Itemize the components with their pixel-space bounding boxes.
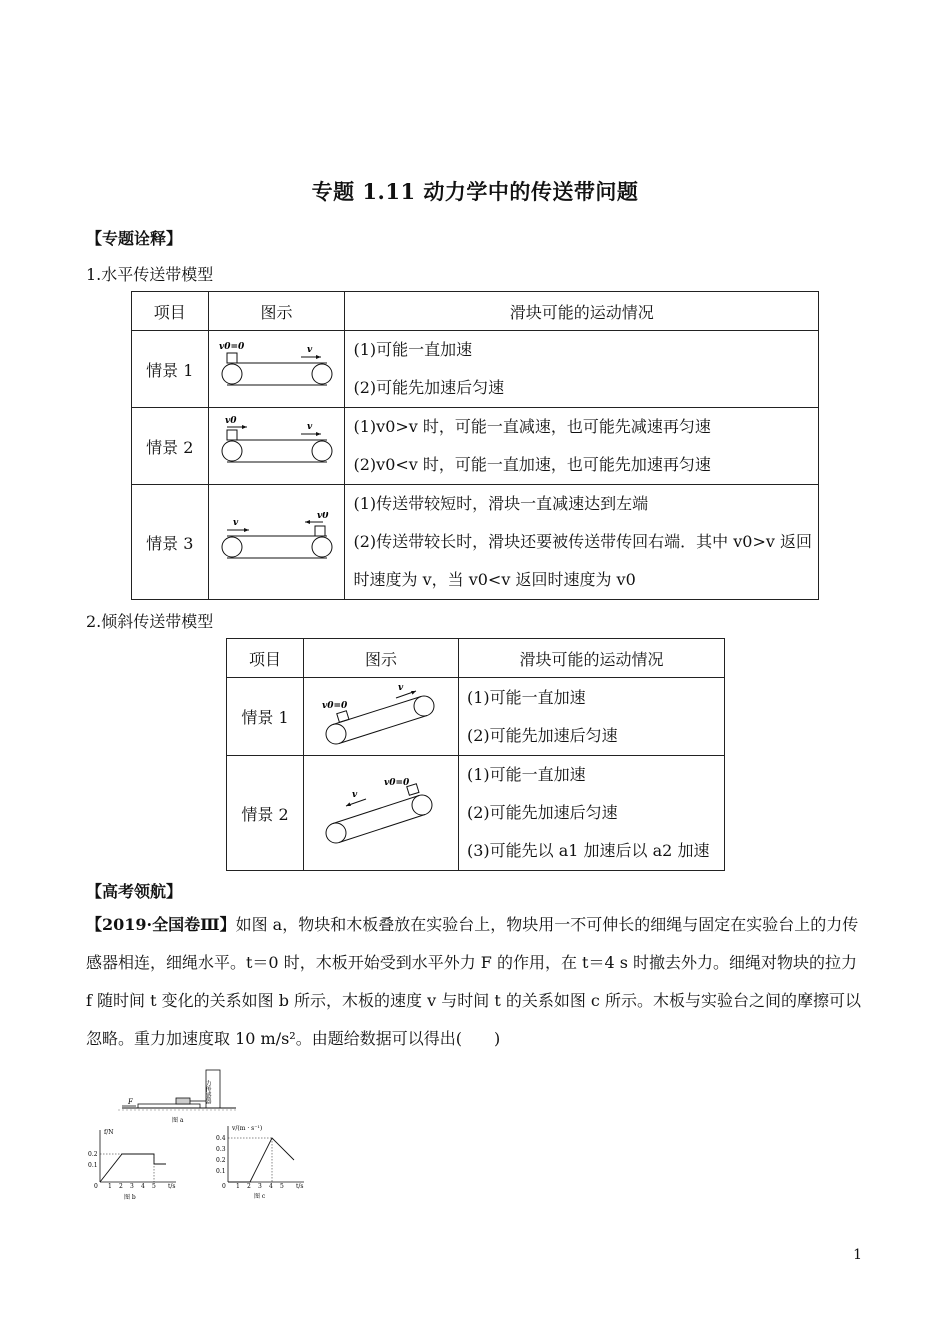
inclined-belt-diagram-1 (316, 682, 446, 748)
scene-label: 情景 2 (132, 408, 209, 485)
motion-line: (1)v0>v 时，可能一直减速，也可能先减速再匀速 (353, 417, 711, 436)
header-figure: 图示 (208, 292, 345, 331)
force-label: F (128, 1098, 133, 1106)
origin-label: 0 (94, 1183, 98, 1190)
problem-source: 【2019·全国卷Ⅲ】 (86, 915, 236, 934)
header-motion: 滑块可能的运动情况 (345, 292, 819, 331)
x-tick-label: 4 (269, 1183, 273, 1190)
figure-cell (304, 678, 459, 756)
sensor-label: 力传感器 (204, 1080, 211, 1104)
x-axis-label: t/s (296, 1183, 304, 1190)
x-tick-label: 3 (130, 1183, 134, 1190)
motion-cell (459, 756, 725, 871)
header-motion: 滑块可能的运动情况 (459, 639, 725, 678)
scene-label: 情景 1 (227, 678, 304, 756)
figure-b-force-time-graph (86, 1124, 186, 1204)
v0-label: v0 (316, 512, 329, 521)
motion-line: (2)可能先加速后匀速 (467, 803, 618, 822)
motion-cell (345, 331, 819, 408)
motion-line: (2)v0<v 时，可能一直加速，也可能先加速再匀速 (353, 455, 711, 474)
figure-cell (208, 331, 345, 408)
v0-label: v0=0 (322, 700, 348, 711)
figure-b-caption: 图 b (124, 1194, 136, 1201)
x-tick-label: 1 (236, 1183, 240, 1190)
page-title: 专题 1.11 动力学中的传送带问题 (311, 179, 639, 204)
problem-text: 如图 a，物块和木板叠放在实验台上，物块用一不可伸长的细绳与固定在实验台上的力传感器相连，细绳水平。t＝0 时，木板开始受到水平外力 F 的作用，在 t＝4 s 时撤去外力。细绳对物块的拉力 f 随时间 t 变化的关系如图 b 所示，木板的速度 v 与时间 t 的关系如图 c 所示。木板与实验台之间的摩擦可以忽略。重力加速度取 10 m/s²。由题给数据可以得出( ) (86, 915, 861, 1048)
figure-cell (208, 408, 345, 485)
x-axis-label: t/s (168, 1183, 176, 1190)
x-tick-label: 3 (258, 1183, 262, 1190)
x-tick-label: 2 (247, 1183, 251, 1190)
page-number: 1 (853, 1247, 862, 1263)
y-tick-label: 0.2 (88, 1151, 98, 1158)
horizontal-belt-diagram-3 (217, 512, 337, 568)
y-tick-label: 0.2 (216, 1157, 226, 1164)
section-heading-explanation: 【专题诠释】 (86, 229, 183, 248)
figure-cell (208, 485, 345, 600)
origin-label: 0 (222, 1183, 226, 1190)
x-tick-label: 1 (108, 1183, 112, 1190)
figure-c-caption: 图 c (254, 1193, 266, 1200)
v-label: v (398, 682, 404, 693)
problem-paragraph (86, 906, 868, 1058)
header-figure: 图示 (304, 639, 459, 678)
inclined-model-table (226, 638, 725, 871)
v0-label: v0=0 (218, 342, 244, 352)
x-tick-label: 5 (152, 1183, 156, 1190)
figure-a-caption: 图 a (172, 1117, 184, 1124)
motion-line: (1)可能一直加速 (467, 765, 586, 784)
horizontal-model-heading: 1.水平传送带模型 (86, 265, 214, 284)
header-item: 项目 (132, 292, 209, 331)
motion-line: (2)可能先加速后匀速 (353, 378, 505, 397)
x-tick-label: 4 (141, 1183, 145, 1190)
motion-cell (345, 408, 819, 485)
motion-line: (1)可能一直加速 (353, 340, 473, 359)
y-tick-label: 0.1 (88, 1162, 98, 1169)
scene-label: 情景 1 (132, 331, 209, 408)
motion-line: (1)可能一直加速 (467, 687, 586, 707)
figure-cell (304, 756, 459, 871)
y-tick-label: 0.3 (216, 1146, 226, 1153)
x-tick-label: 2 (119, 1183, 123, 1190)
motion-cell (345, 485, 819, 600)
inclined-belt-diagram-2 (316, 771, 446, 851)
motion-line: (2)传送带较长时，滑块还要被传送带传回右端．其中 v0>v 返回 (353, 532, 812, 551)
y-axis-label: f/N (104, 1129, 114, 1136)
figure-c-velocity-time-graph (214, 1120, 314, 1204)
y-axis-label: v/(m · s⁻¹) (232, 1125, 263, 1132)
v0-label: v0=0 (384, 778, 410, 788)
motion-line: (1)传送带较短时，滑块一直减速达到左端 (353, 494, 649, 513)
motion-line: (2)可能先加速后匀速 (467, 725, 618, 745)
v-label: v (306, 422, 312, 432)
horizontal-model-table (131, 291, 819, 600)
v-label: v (306, 345, 312, 355)
horizontal-belt-diagram-1 (217, 339, 337, 395)
horizontal-belt-diagram-2 (217, 416, 337, 472)
scene-label: 情景 3 (132, 485, 209, 600)
v-label: v (232, 518, 238, 528)
scene-label: 情景 2 (227, 756, 304, 871)
header-item: 项目 (227, 639, 304, 678)
motion-cell (459, 678, 725, 756)
y-tick-label: 0.1 (216, 1168, 226, 1175)
v-label: v (352, 790, 358, 800)
section-heading-gaokao: 【高考领航】 (86, 882, 183, 901)
x-tick-label: 5 (280, 1183, 284, 1190)
v0-label: v0 (224, 416, 237, 426)
motion-line: 时速度为 v，当 v0<v 返回时速度为 v0 (353, 570, 636, 589)
inclined-model-heading: 2.倾斜传送带模型 (86, 612, 214, 631)
y-tick-label: 0.4 (216, 1135, 226, 1142)
motion-line: (3)可能先以 a1 加速后以 a2 加速 (467, 841, 710, 860)
